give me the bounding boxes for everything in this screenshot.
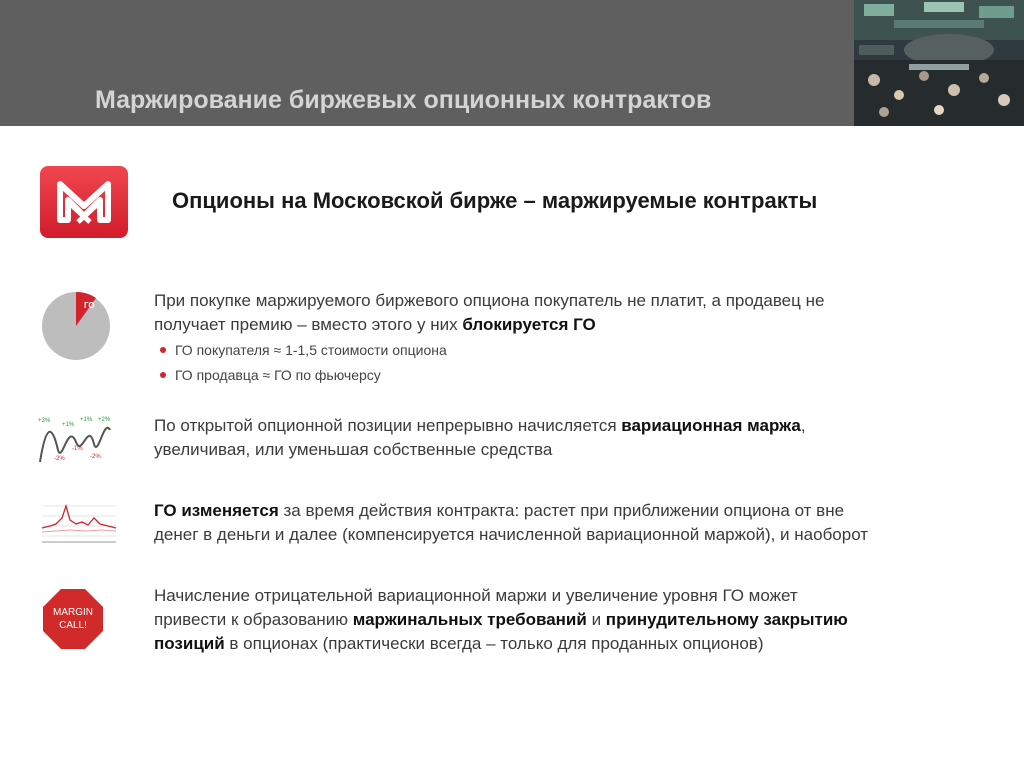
section-3 [154,499,868,547]
variation-margin-wave-icon [36,412,114,473]
section-4-line-1: Начисление отрицательной вариационной маржи и увеличение уровня ГО может [154,586,798,605]
section-2-emphasis: вариационная маржа [621,416,801,435]
bullet-dot-icon [160,372,166,378]
section-4-text: и [586,610,606,629]
bullet-dot-icon [160,347,166,353]
section-1-text: получает премию – вместо этого у них [154,315,463,334]
wave-label-down: -2% [54,456,65,462]
section-1-emphasis: блокируется ГО [462,315,596,334]
section-3-text: за время действия контракта: растет при приближении опциона от вне [278,501,845,520]
section-1 [154,289,824,337]
section-4-emphasis: маржинальных требований [352,610,587,629]
stop-sign-text: CALL! [59,620,87,631]
margin-call-stop-sign-icon [40,586,106,657]
wave-label-down: -1% [72,446,83,452]
subtitle: Опционы на Московской бирже – маржируемые контракты [172,188,818,213]
wave-label-down: -2% [90,454,101,460]
wave-label-up: +3% [38,418,51,424]
bullet-item [160,367,381,383]
section-4-line-2 [154,608,848,632]
section-4-line-3 [154,632,848,656]
wave-label-up: +1% [62,422,75,428]
slide-title: Маржирование биржевых опционных контрактов [95,86,712,114]
stop-sign-text: MARGIN [53,607,93,618]
section-2-tail: , [800,416,806,435]
section-4-text: привести к образованию [154,610,353,629]
section-3-emphasis: ГО изменяется [154,501,279,520]
price-chart-icon [36,498,120,555]
section-1-line-1: При покупке маржируемого биржевого опциона покупатель не платит, а продавец не [154,291,825,310]
section-4-text: в опционах (практически всегда – только для проданных опционов) [224,634,764,653]
section-2-text: По открытой опционной позиции непрерывно начисляется [154,416,622,435]
section-4-emphasis: принудительному закрытию [605,610,848,629]
pie-chart-icon [40,290,112,367]
slide-header [0,0,1024,126]
bullet-item [160,342,447,358]
section-2-line-2: увеличивая, или уменьшая собственные средства [154,440,553,459]
moex-logo-icon [40,166,128,238]
section-4 [154,584,848,656]
section-3-line-1 [154,499,868,523]
wave-label-up: +1% [80,417,93,423]
section-1-line-2 [154,313,824,337]
section-4-emphasis: позиций [154,634,225,653]
bullet-text: ГО покупателя ≈ 1-1,5 стоимости опциона [175,342,447,358]
pie-label: ГО [84,301,95,310]
trading-floor-photo [854,0,1024,126]
wave-label-up: +2% [98,417,111,423]
bullet-text: ГО продавца ≈ ГО по фьючерсу [175,367,381,383]
section-2 [154,414,806,462]
section-3-line-2: денег в деньги и далее (компенсируется начисленной вариационной маржой), и наоборот [154,525,869,544]
section-2-line-1 [154,414,806,438]
